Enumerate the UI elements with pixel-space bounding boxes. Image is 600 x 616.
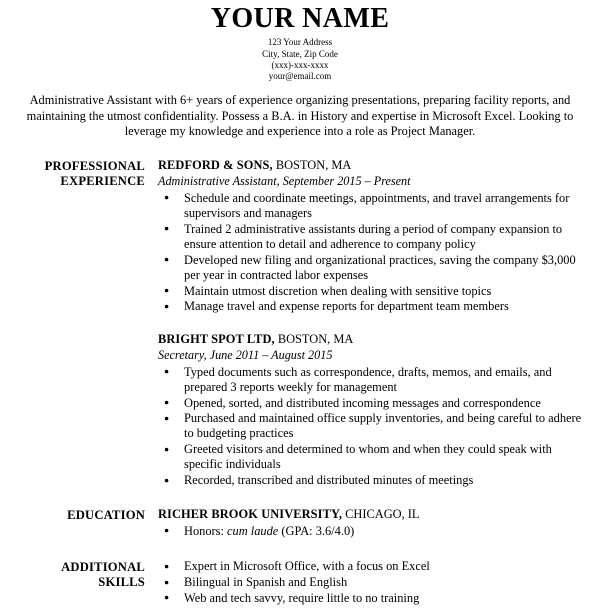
section-label-skills-line1: ADDITIONAL bbox=[61, 560, 145, 575]
section-label-education-line1: EDUCATION bbox=[67, 507, 145, 522]
job-organization-line bbox=[158, 332, 592, 347]
section-label-education bbox=[0, 507, 145, 523]
job-organization-name: BRIGHT SPOT LTD, bbox=[158, 331, 275, 346]
skills-bullet-list bbox=[158, 559, 592, 606]
list-item: ● Expert in Microsoft Office, with a focus on Excel bbox=[158, 559, 592, 574]
list-item: ● Developed new filing and organizational practices, saving the company $3,000 per year in contracted labor expenses bbox=[158, 253, 592, 283]
section-label-skills bbox=[0, 559, 145, 590]
contact-block bbox=[0, 37, 600, 82]
job-organization-location: BOSTON, MA bbox=[274, 331, 354, 346]
job-bullet-list bbox=[158, 365, 592, 489]
contact-city-state-zip: City, State, Zip Code bbox=[262, 48, 338, 59]
job-organization-name: REDFORD & SONS, bbox=[158, 157, 273, 172]
job-title-and-dates: Administrative Assistant, September 2015 – Present bbox=[158, 173, 411, 188]
skills-body bbox=[145, 559, 600, 606]
list-item: ● Schedule and coordinate meetings, appointments, and travel arrangements for supervisors and managers bbox=[158, 191, 592, 221]
honors-prefix: Honors: bbox=[184, 523, 228, 538]
job-entry bbox=[158, 332, 592, 489]
job-organization-line bbox=[158, 158, 592, 173]
section-education bbox=[0, 507, 600, 540]
section-label-experience-line1: PROFESSIONAL bbox=[44, 158, 145, 173]
education-school-name: RICHER BROOK UNIVERSITY, bbox=[158, 506, 343, 521]
experience-body bbox=[145, 158, 600, 489]
job-entry bbox=[158, 158, 592, 315]
resume-header bbox=[0, 0, 600, 82]
list-item: ● Maintain utmost discretion when dealing with sensitive topics bbox=[158, 284, 592, 299]
contact-address: 123 Your Address bbox=[267, 37, 333, 48]
list-item: ● Recorded, transcribed and distributed minutes of meetings bbox=[158, 473, 592, 488]
list-item bbox=[158, 524, 592, 539]
list-item: ● Manage travel and expense reports for department team members bbox=[158, 299, 592, 314]
contact-phone: (xxx)-xxx-xxxx bbox=[271, 59, 329, 70]
education-school-location: CHICAGO, IL bbox=[342, 506, 420, 521]
education-institution-line bbox=[158, 507, 592, 522]
honors-distinction: cum laude bbox=[227, 523, 279, 538]
section-label-experience bbox=[0, 158, 145, 189]
job-bullet-list bbox=[158, 191, 592, 315]
section-additional-skills bbox=[0, 559, 600, 606]
contact-email: your@email.com bbox=[268, 71, 332, 81]
list-item: ● Greeted visitors and determined to whom and when they could speak with specific individuals bbox=[158, 442, 592, 472]
job-organization-location: BOSTON, MA bbox=[272, 157, 352, 172]
list-item: ● Opened, sorted, and distributed incoming messages and correspondence bbox=[158, 396, 592, 411]
list-item: ● Web and tech savvy, require little to no training bbox=[158, 591, 592, 606]
job-title-and-dates: Secretary, June 2011 – August 2015 bbox=[158, 347, 333, 362]
education-body bbox=[145, 507, 600, 540]
professional-summary: Administrative Assistant with 6+ years of experience organizing presentations, preparing facility reports, and maintaining the utmost confidentiality. Possess a B.A. in History and expertise in Microsoft Excel. Looking to leverage my knowledge and experience into a role as Project Manager. bbox=[26, 93, 574, 139]
list-item: ● Trained 2 administrative assistants during a period of company expansion to ensure attention to detail and adherence to company policy bbox=[158, 222, 592, 252]
honors-gpa: (GPA: 3.6/4.0) bbox=[278, 523, 355, 538]
section-professional-experience bbox=[0, 158, 600, 489]
list-item: ● Typed documents such as correspondence, drafts, memos, and emails, and prepared 3 reports weekly for management bbox=[158, 365, 592, 395]
candidate-name: YOUR NAME bbox=[210, 3, 390, 34]
section-label-skills-line2: SKILLS bbox=[98, 575, 145, 590]
section-label-experience-line2: EXPERIENCE bbox=[60, 173, 145, 188]
list-item: ● Purchased and maintained office supply inventories, and being careful to adhere to budgeting practices bbox=[158, 411, 592, 441]
education-bullet-list bbox=[158, 524, 592, 539]
list-item: ● Bilingual in Spanish and English bbox=[158, 575, 592, 590]
